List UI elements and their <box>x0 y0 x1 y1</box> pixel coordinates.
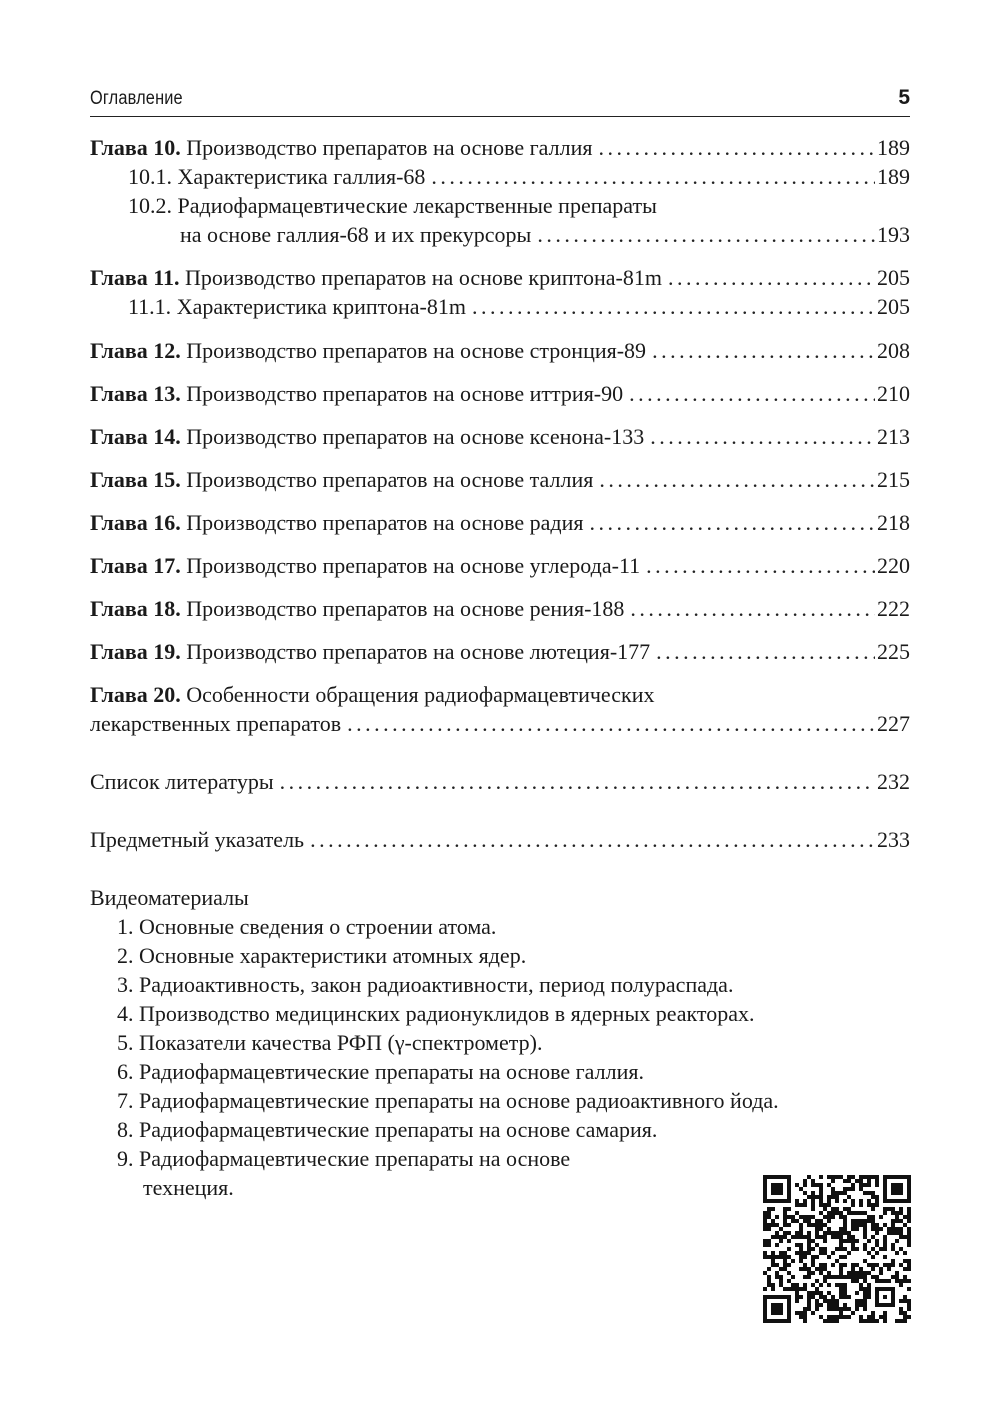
chapter-label: Глава 12. <box>90 338 181 363</box>
chapter-title: Особенности обращения радиофармацевтических <box>186 682 655 707</box>
video-item[interactable]: 9. Радиофармацевтические препараты на основе <box>117 1146 571 1171</box>
dot-leader <box>650 422 875 452</box>
video-item[interactable]: 5. Показатели качества РФП (γ-спектрометр). <box>117 1030 543 1055</box>
section-title: Радиофармацевтические лекарственные препараты <box>177 193 657 218</box>
toc-chapter-12[interactable] <box>90 336 910 366</box>
toc-chapter-16[interactable] <box>90 508 910 538</box>
page-ref: 189 <box>877 135 910 160</box>
toc-chapter-20-line2[interactable] <box>90 709 910 739</box>
running-header <box>90 86 910 117</box>
video-item[interactable]: 2. Основные характеристики атомных ядер. <box>117 943 527 968</box>
dot-leader <box>656 637 875 667</box>
index-title: Предметный указатель <box>90 827 305 852</box>
references-title: Список литературы <box>90 769 274 794</box>
toc-section-10-2-line1[interactable] <box>128 191 910 221</box>
dot-leader <box>630 594 875 624</box>
page-ref: 213 <box>877 424 910 449</box>
dot-leader <box>472 292 875 322</box>
video-item[interactable]: 4. Производство медицинских радионуклидов в ядерных реакторах. <box>117 1001 755 1026</box>
chapter-label: Глава 20. <box>90 682 181 707</box>
toc-section-11-1[interactable] <box>128 292 910 322</box>
chapter-title: Производство препаратов на основе галлия <box>186 135 593 160</box>
dot-leader <box>629 379 875 409</box>
page-ref: 232 <box>877 769 910 794</box>
page-ref: 210 <box>877 381 910 406</box>
toc-chapter-10[interactable] <box>90 133 910 163</box>
toc-section-10-2-line2[interactable] <box>180 220 910 250</box>
chapter-label: Глава 16. <box>90 510 181 535</box>
section-number: 11.1. <box>128 294 172 319</box>
section-number: 10.1. <box>128 164 172 189</box>
chapter-title-cont: лекарственных препаратов <box>90 711 342 736</box>
section-title-cont: на основе галлия-68 и их прекурсоры <box>180 222 532 247</box>
section-number: 10.2. <box>128 193 172 218</box>
chapter-label: Глава 19. <box>90 639 181 664</box>
toc-chapter-20-line1[interactable] <box>90 680 910 710</box>
chapter-title: Производство препаратов на основе лютеция-177 <box>186 639 651 664</box>
toc-chapter-11[interactable] <box>90 263 910 293</box>
dot-leader <box>590 508 876 538</box>
toc-references[interactable] <box>90 767 910 797</box>
toc-index[interactable] <box>90 825 910 855</box>
page-number: 5 <box>898 86 910 109</box>
chapter-label: Глава 14. <box>90 424 181 449</box>
video-item[interactable]: 1. Основные сведения о строении атома. <box>117 914 497 939</box>
page-ref: 215 <box>877 467 910 492</box>
dot-leader <box>347 709 875 739</box>
video-item[interactable]: 8. Радиофармацевтические препараты на основе самария. <box>117 1117 658 1142</box>
chapter-label: Глава 11. <box>90 265 180 290</box>
video-item[interactable]: 7. Радиофармацевтические препараты на основе радиоактивного йода. <box>117 1088 779 1113</box>
page-ref: 220 <box>877 553 910 578</box>
toc-chapter-19[interactable] <box>90 637 910 667</box>
dot-leader <box>646 551 875 581</box>
qr-code-icon[interactable] <box>763 1175 911 1323</box>
toc-chapter-18[interactable] <box>90 594 910 624</box>
page-ref: 225 <box>877 639 910 664</box>
dot-leader <box>652 336 875 366</box>
toc-section-10-1[interactable] <box>128 162 910 192</box>
page-ref: 218 <box>877 510 910 535</box>
dot-leader <box>599 465 875 495</box>
toc-chapter-13[interactable] <box>90 379 910 409</box>
page-ref: 189 <box>877 164 910 189</box>
chapter-title: Производство препаратов на основе иттрия-90 <box>186 381 624 406</box>
video-materials-heading: Видеоматериалы <box>90 885 249 910</box>
chapter-label: Глава 18. <box>90 596 181 621</box>
page-ref: 205 <box>877 265 910 290</box>
video-item[interactable]: 6. Радиофармацевтические препараты на основе галлия. <box>117 1059 644 1084</box>
chapter-title: Производство препаратов на основе углерода-11 <box>186 553 641 578</box>
chapter-label: Глава 15. <box>90 467 181 492</box>
chapter-label: Глава 13. <box>90 381 181 406</box>
section-title: Характеристика криптона-81m <box>176 294 466 319</box>
dot-leader <box>280 767 875 797</box>
page-ref: 233 <box>877 827 910 852</box>
page-ref: 193 <box>877 222 910 247</box>
chapter-title: Производство препаратов на основе рения-188 <box>186 596 625 621</box>
page-ref: 227 <box>877 711 910 736</box>
chapter-title: Производство препаратов на основе ксенона-133 <box>186 424 645 449</box>
dot-leader <box>598 133 875 163</box>
section-title: Характеристика галлия-68 <box>177 164 426 189</box>
toc-chapter-14[interactable] <box>90 422 910 452</box>
chapter-title: Производство препаратов на основе стронция-89 <box>186 338 647 363</box>
chapter-label: Глава 10. <box>90 135 181 160</box>
video-item[interactable]: 3. Радиоактивность, закон радиоактивности, период полураспада. <box>117 972 734 997</box>
video-item-cont[interactable]: технеция. <box>143 1175 234 1200</box>
toc-chapter-17[interactable] <box>90 551 910 581</box>
page-ref: 205 <box>877 294 910 319</box>
header-title: Оглавление <box>90 88 183 109</box>
dot-leader <box>537 220 875 250</box>
chapter-title: Производство препаратов на основе радия <box>186 510 584 535</box>
dot-leader <box>668 263 875 293</box>
chapter-title: Производство препаратов на основе криптона-81m <box>185 265 662 290</box>
page-ref: 208 <box>877 338 910 363</box>
page-ref: 222 <box>877 596 910 621</box>
chapter-label: Глава 17. <box>90 553 181 578</box>
dot-leader <box>310 825 875 855</box>
dot-leader <box>431 162 875 192</box>
chapter-title: Производство препаратов на основе таллия <box>186 467 594 492</box>
toc-chapter-15[interactable] <box>90 465 910 495</box>
